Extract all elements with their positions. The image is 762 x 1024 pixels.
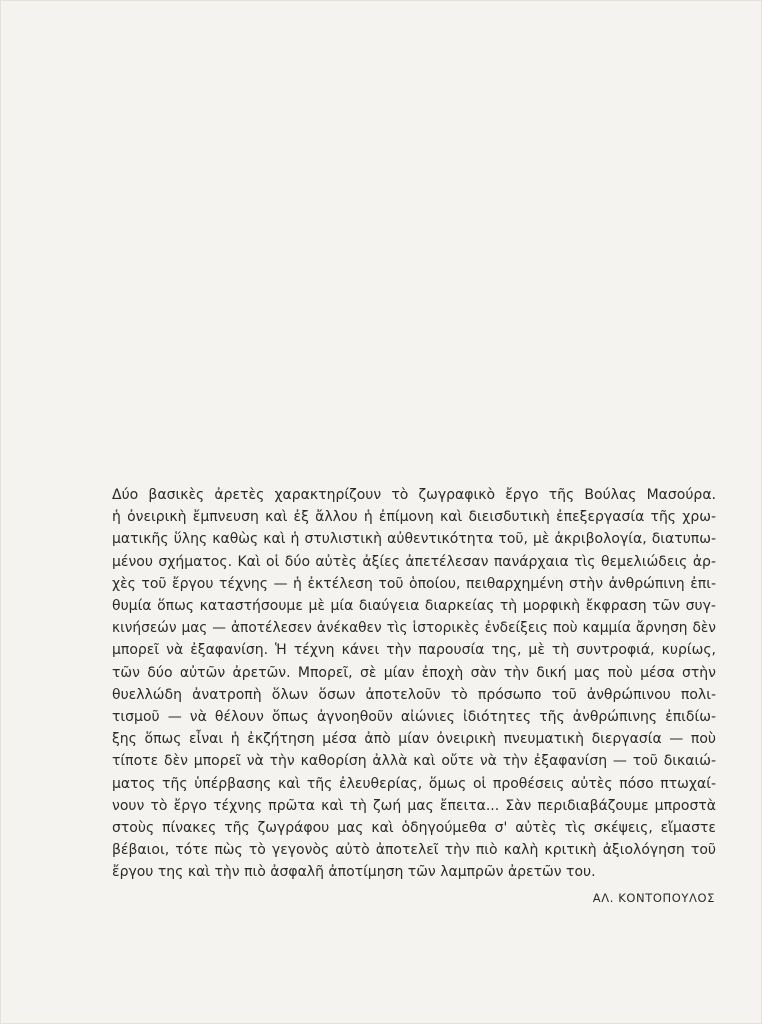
essay-line: Δύο βασικὲς ἀρετὲς χαρακτηρίζουν τὸ ζωγραφικὸ ἔργο τῆς Βούλας Μασούρα.	[112, 487, 716, 503]
essay-line: θυελλώδη ἀνατροπὴ ὅλων ὅσων ἀποτελοῦν τὸ πρόσωπο τοῦ ἀνθρώπινου πολι-	[112, 686, 716, 703]
essay-line: ματος τῆς ὑπέρβασης καὶ τῆς ἐλευθερίας, ὅμως οἱ προθέσεις αὐτὲς πόσο πτωχαί-	[112, 775, 716, 792]
essay-line: τίποτε δὲν μπορεῖ νὰ τὴν καθορίση ἀλλὰ καὶ οὔτε νὰ τὴν ἐξαφανίση — τοῦ δικαιώ-	[112, 753, 716, 770]
essay-line: νουν τὸ ἔργο τέχνης πρῶτα καὶ τὴ ζωή μας ἔπειτα... Σὰν περιδιαβάζουμε μπροστὰ	[112, 797, 716, 814]
essay-line: τῶν δύο αὐτῶν ἀρετῶν. Μπορεῖ, σὲ μίαν ἐποχὴ σὰν τὴν δική μας ποὺ μέσα στὴν	[112, 664, 716, 681]
essay-line: κινήσεών μας — ἀποτέλεσεν ἀνέκαθεν τὶς ἱστορικὲς ἐνδείξεις ποὺ καμμία ἄρνηση δὲν	[112, 620, 716, 637]
essay-line: στοὺς πίνακες τῆς ζωγράφου μας καὶ ὁδηγούμεθα σ' αὐτὲς τὶς σκέψεις, εἴμαστε	[112, 820, 716, 837]
essay-line: θυμία ὅπως καταστήσουμε μὲ μία διαύγεια διαρκείας τὴ μορφικὴ ἔκφραση τῶν συγ-	[112, 598, 716, 615]
essay-line: μπορεῖ νὰ ἐξαφανίση. Ἡ τέχνη κάνει τὴν παρουσία της, μὲ τὴ συντροφιά, κυρίως,	[112, 642, 716, 659]
essay-line: χὲς τοῦ ἔργου τέχνης — ἡ ἐκτέλεση τοῦ ὁποίου, πειθαρχημένη στὴν ἀνθρώπινη ἐπι-	[112, 575, 716, 592]
essay-line: τισμοῦ — νὰ θέλουν ὅπως ἀγνοηθοῦν αἰώνιες ἰδιότητες τῆς ἀνθρώπινης ἐπιδίω-	[112, 709, 716, 726]
essay-line: ἔργου της καὶ τὴν πιὸ ἀσφαλῆ ἀποτίμηση τῶν λαμπρῶν ἀρετῶν του.	[112, 864, 596, 881]
essay-line: μένου σχήματος. Καὶ οἱ δύο αὐτὲς ἀξίες ἀπετέλεσαν πανάρχαια τὶς θεμελιώδεις ἀρ-	[112, 553, 716, 570]
essay-line: ξης ὅπως εἶναι ἡ ἐκζήτηση μέσα ἀπὸ μίαν ὀνειρικὴ πνευματικὴ διεργασία — ποὺ	[112, 731, 716, 748]
essay-line: ματικῆς ὕλης καθὼς καὶ ἡ στυλιστικὴ αὐθεντικότητα τοῦ, μὲ ἀκριβολογία, διατυπω-	[112, 531, 716, 548]
essay-text	[112, 484, 716, 884]
essay-line: ἡ ὀνειρικὴ ἔμπνευση καὶ ἐξ ἄλλου ἡ ἐπίμονη καὶ διεισδυτικὴ ἐπεξεργασία τῆς χρω-	[112, 509, 716, 526]
essay-line: βέβαιοι, τότε πὼς τὸ γεγονὸς αὐτὸ ἀποτελεῖ τὴν πιὸ καλὴ κριτικὴ ἀξιολόγηση τοῦ	[112, 842, 716, 859]
author-signature: ΑΛ. ΚΟΝΤΟΠΟΥΛΟΣ	[592, 891, 715, 905]
